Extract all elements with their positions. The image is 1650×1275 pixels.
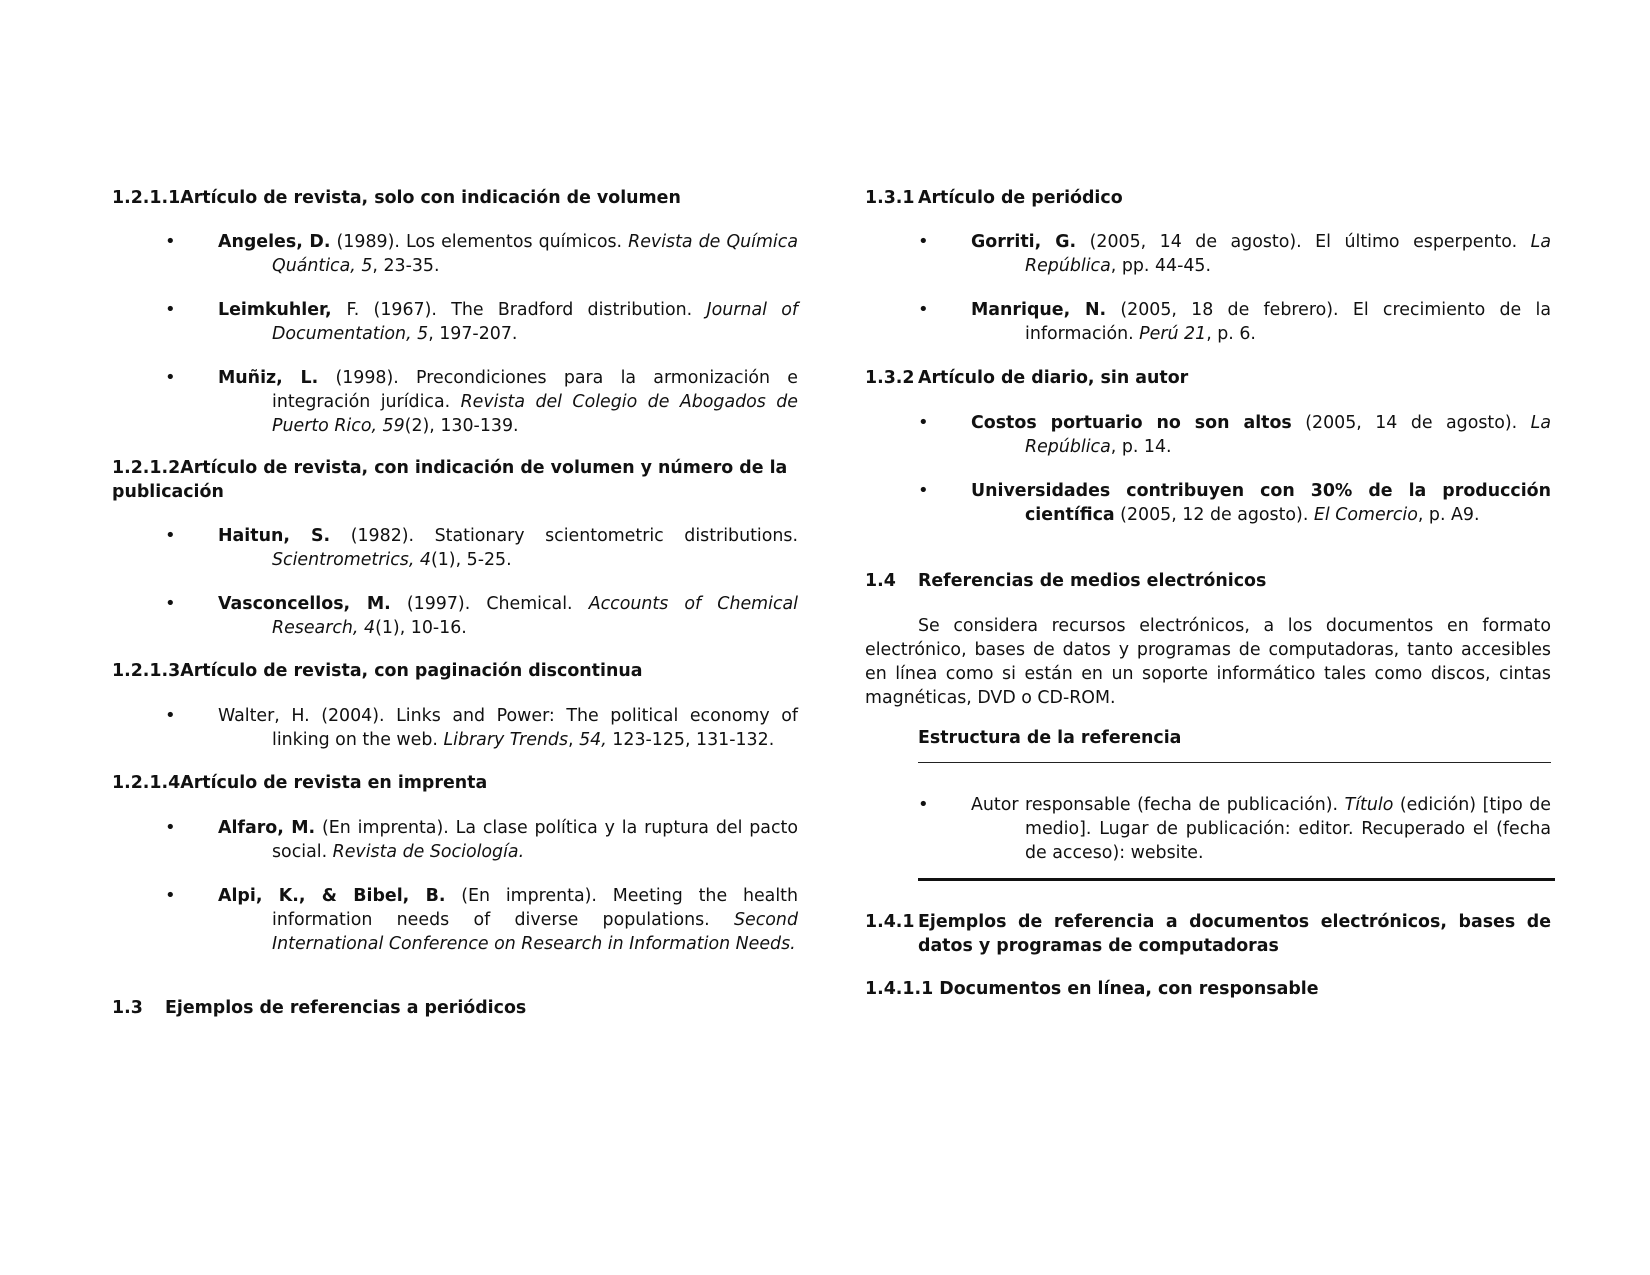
heading-1-2-1-1	[112, 186, 798, 210]
section-title: Ejemplos de referencias a periódicos	[165, 998, 527, 1018]
bullet-icon: •	[165, 885, 176, 906]
reference-item: • Haitun, S. (1982). Stationary scientometric distributions. Scientrometrics, 4(1), 5-25.	[165, 525, 798, 570]
section-title: Artículo de revista, solo con indicación de volumen	[180, 188, 681, 208]
heading-1-4-1-1	[865, 977, 1551, 1001]
section-title: Artículo de revista en imprenta	[180, 773, 488, 793]
bullet-icon: •	[918, 299, 929, 320]
bullet-icon: •	[165, 705, 176, 726]
reference-item: • Walter, H. (2004). Links and Power: The political economy of linking on the web. Library Trends, 54, 123-125, 131-132.	[165, 705, 798, 750]
heading-1-3	[112, 996, 798, 1020]
heading-1-2-1-2	[112, 456, 798, 504]
reference-item: • Autor responsable (fecha de publicación). Título (edición) [tipo de medio]. Lugar de publicación: editor. Recuperado el (fecha de acceso): website.	[918, 794, 1551, 863]
bullet-icon: •	[918, 231, 929, 252]
heading-1-4-1	[865, 910, 1551, 958]
section-number: 1.2.1.4	[112, 773, 181, 793]
section-number: 1.4	[865, 571, 896, 591]
section-number: 1.4.1.1	[865, 979, 934, 999]
reference-item: • Alfaro, M. (En imprenta). La clase política y la ruptura del pacto social. Revista de Sociología.	[165, 817, 798, 862]
heading-1-4	[865, 569, 1551, 593]
section-title: Referencias de medios electrónicos	[918, 571, 1267, 591]
reference-item: • Muñiz, L. (1998). Precondiciones para la armonización e integración jurídica. Revista del Colegio de Abogados de Puerto Rico, 59(2), 130-139.	[165, 367, 799, 436]
bullet-icon: •	[165, 231, 176, 252]
section-title: Ejemplos de referencia a documentos electrónicos, bases de datos y programas de computadoras	[918, 912, 1551, 956]
heading-1-3-1	[865, 186, 1551, 210]
structure-heading: Estructura de la referencia	[918, 728, 1182, 748]
section-title: Artículo de periódico	[918, 188, 1123, 208]
heading-1-2-1-4	[112, 771, 798, 795]
section-number: 1.4.1	[865, 912, 915, 932]
section-title: Artículo de diario, sin autor	[918, 368, 1189, 388]
bullet-icon: •	[165, 299, 176, 320]
reference-item: • Costos portuario no son altos (2005, 14 de agosto). La República, p. 14.	[918, 412, 1551, 457]
heading-1-3-2	[865, 366, 1551, 390]
section-number: 1.2.1.2	[112, 458, 181, 478]
section-title: Artículo de revista, con paginación discontinua	[180, 661, 643, 681]
bullet-icon: •	[918, 480, 929, 501]
heading-1-2-1-3	[112, 659, 798, 683]
section-number: 1.3.1	[865, 188, 915, 208]
reference-item: • Alpi, K., & Bibel, B. (En imprenta). Meeting the health information needs of diverse populations. Second International Conference on Research in Information Needs.	[165, 885, 798, 954]
bullet-icon: •	[165, 817, 176, 838]
reference-item: • Vasconcellos, M. (1997). Chemical. Accounts of Chemical Research, 4(1), 10-16.	[165, 593, 798, 638]
reference-item: • Universidades contribuyen con 30% de la producción científica (2005, 12 de agosto). El Comercio, p. A9.	[918, 480, 1551, 525]
section-number: 1.3	[112, 998, 143, 1018]
reference-item: • Leimkuhler, F. (1967). The Bradford distribution. Journal of Documentation, 5, 197-207.	[165, 299, 798, 344]
bullet-icon: •	[165, 593, 176, 614]
reference-item: • Angeles, D. (1989). Los elementos químicos. Revista de Química Quántica, 5, 23-35.	[165, 231, 798, 276]
intro-paragraph: Se considera recursos electrónicos, a los documentos en formato electrónico, bases de datos y programas de computadoras, tanto accesibles en línea como si están en un soporte informático tales como discos, cintas magnéticas, DVD o CD-ROM.	[865, 616, 1551, 708]
bullet-icon: •	[165, 525, 176, 546]
underscore-line	[918, 762, 1551, 763]
bullet-icon: •	[918, 412, 929, 433]
section-number: 1.2.1.3	[112, 661, 181, 681]
reference-item: • Manrique, N. (2005, 18 de febrero). El crecimiento de la información. Perú 21, p. 6.	[918, 299, 1551, 344]
bullet-icon: •	[918, 794, 929, 815]
section-number: 1.2.1.1	[112, 188, 181, 208]
section-title: Artículo de revista, con indicación de volumen y número de la publicación	[112, 458, 788, 502]
bullet-icon: •	[165, 367, 176, 388]
section-title: Documentos en línea, con responsable	[939, 979, 1319, 999]
section-number: 1.3.2	[865, 368, 915, 388]
reference-item: • Gorriti, G. (2005, 14 de agosto). El último esperpento. La República, pp. 44-45.	[918, 231, 1552, 276]
horizontal-rule	[918, 878, 1555, 881]
